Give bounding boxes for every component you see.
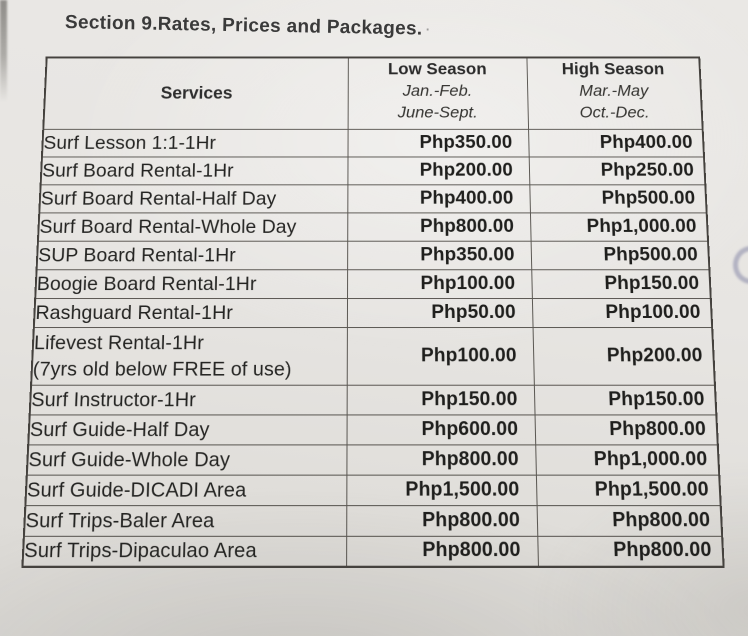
service-name: Surf Guide-DICADI Area bbox=[26, 478, 247, 502]
service-note: (7yrs old below FREE of use) bbox=[32, 357, 292, 381]
page-title bbox=[65, 12, 431, 41]
service-name: Surf Trips-Baler Area bbox=[25, 508, 215, 533]
low-season-price: Php600.00 bbox=[347, 414, 536, 444]
table-row bbox=[37, 241, 710, 270]
high-season-price: Php400.00 bbox=[528, 129, 704, 157]
service-name: Lifevest Rental-1Hr bbox=[33, 331, 205, 354]
table-row bbox=[24, 505, 722, 536]
low-season-months2: June-Sept. bbox=[397, 103, 478, 122]
table-row bbox=[39, 184, 706, 212]
service-cell bbox=[22, 536, 346, 567]
high-season-price: Php1,000.00 bbox=[530, 212, 708, 240]
paper-edge-shadow bbox=[0, 0, 7, 102]
low-season-price: Php800.00 bbox=[347, 212, 530, 240]
service-cell bbox=[30, 385, 347, 415]
low-season-price: Php350.00 bbox=[347, 241, 531, 270]
high-season-price: Php800.00 bbox=[537, 536, 723, 567]
table-row bbox=[34, 298, 712, 327]
service-name: SUP Board Rental-1Hr bbox=[37, 244, 237, 266]
title-stray-mark: · bbox=[424, 18, 432, 40]
table-row bbox=[35, 269, 711, 298]
low-season-label: Low Season bbox=[387, 59, 487, 79]
low-season-price: Php800.00 bbox=[346, 536, 538, 567]
low-season-price: Php350.00 bbox=[348, 129, 529, 157]
low-season-price: Php800.00 bbox=[346, 444, 535, 474]
rates-table-wrapper bbox=[21, 57, 722, 568]
service-name: Rashguard Rental-1Hr bbox=[35, 301, 234, 324]
high-season-price: Php800.00 bbox=[537, 505, 723, 536]
low-season-price: Php400.00 bbox=[347, 184, 530, 212]
table-row bbox=[28, 414, 717, 444]
service-name: Surf Trips-Dipaculao Area bbox=[23, 539, 257, 563]
service-cell bbox=[35, 269, 347, 298]
high-season-price: Php1,500.00 bbox=[536, 475, 721, 505]
table-row bbox=[30, 385, 717, 415]
high-season-price: Php500.00 bbox=[529, 184, 706, 212]
table-row bbox=[25, 475, 720, 505]
service-cell bbox=[34, 298, 347, 327]
low-season-price: Php1,500.00 bbox=[346, 475, 536, 505]
service-cell bbox=[37, 241, 348, 270]
service-name: Surf Lesson 1:1-1Hr bbox=[43, 132, 217, 154]
service-cell bbox=[41, 156, 348, 184]
low-season-price: Php50.00 bbox=[347, 298, 533, 327]
high-season-price: Php150.00 bbox=[531, 269, 711, 298]
low-season-price: Php100.00 bbox=[347, 327, 534, 385]
photo-artifact-mark bbox=[733, 246, 748, 284]
service-name: Surf Guide-Half Day bbox=[29, 418, 210, 441]
table-header-row bbox=[43, 58, 702, 129]
high-season-price: Php150.00 bbox=[534, 385, 716, 415]
low-season-price: Php150.00 bbox=[347, 385, 535, 415]
service-cell bbox=[28, 414, 346, 444]
service-cell bbox=[42, 129, 348, 157]
header-low-season bbox=[348, 58, 528, 129]
low-season-price: Php100.00 bbox=[347, 269, 532, 298]
service-cell bbox=[25, 475, 346, 505]
service-cell bbox=[38, 212, 347, 240]
rates-table bbox=[21, 57, 724, 568]
low-season-price: Php800.00 bbox=[346, 505, 537, 536]
high-season-months1: Mar.-May bbox=[578, 81, 649, 100]
table-row bbox=[42, 129, 704, 157]
header-services: Services bbox=[43, 58, 348, 129]
service-name: Surf Instructor-1Hr bbox=[30, 388, 197, 411]
service-name: Surf Board Rental-1Hr bbox=[41, 159, 234, 181]
high-season-price: Php500.00 bbox=[531, 241, 710, 270]
table-row bbox=[31, 327, 715, 385]
header-high-season bbox=[526, 58, 702, 129]
service-cell bbox=[39, 184, 347, 212]
high-season-price: Php200.00 bbox=[533, 327, 715, 385]
high-season-price: Php800.00 bbox=[535, 414, 718, 444]
service-cell bbox=[31, 327, 347, 385]
high-season-label: High Season bbox=[561, 59, 665, 79]
table-row bbox=[41, 156, 706, 184]
table-row bbox=[38, 212, 708, 240]
page-title-text: Section 9.Rates, Prices and Packages. bbox=[64, 12, 423, 40]
service-cell bbox=[24, 505, 346, 536]
table-row bbox=[27, 444, 719, 474]
high-season-price: Php250.00 bbox=[529, 156, 706, 184]
high-season-months2: Oct.-Dec. bbox=[579, 103, 650, 122]
service-cell bbox=[27, 444, 347, 474]
high-season-price: Php100.00 bbox=[532, 298, 712, 327]
service-name: Boogie Board Rental-1Hr bbox=[36, 272, 257, 295]
low-season-price: Php200.00 bbox=[347, 156, 529, 184]
low-season-months1: Jan.-Feb. bbox=[402, 81, 473, 100]
rates-table-body bbox=[22, 129, 723, 567]
table-row bbox=[22, 536, 723, 567]
service-name: Surf Board Rental-Half Day bbox=[40, 187, 277, 210]
high-season-price: Php1,000.00 bbox=[535, 444, 719, 474]
service-name: Surf Board Rental-Whole Day bbox=[39, 215, 297, 238]
service-name: Surf Guide-Whole Day bbox=[28, 448, 231, 471]
